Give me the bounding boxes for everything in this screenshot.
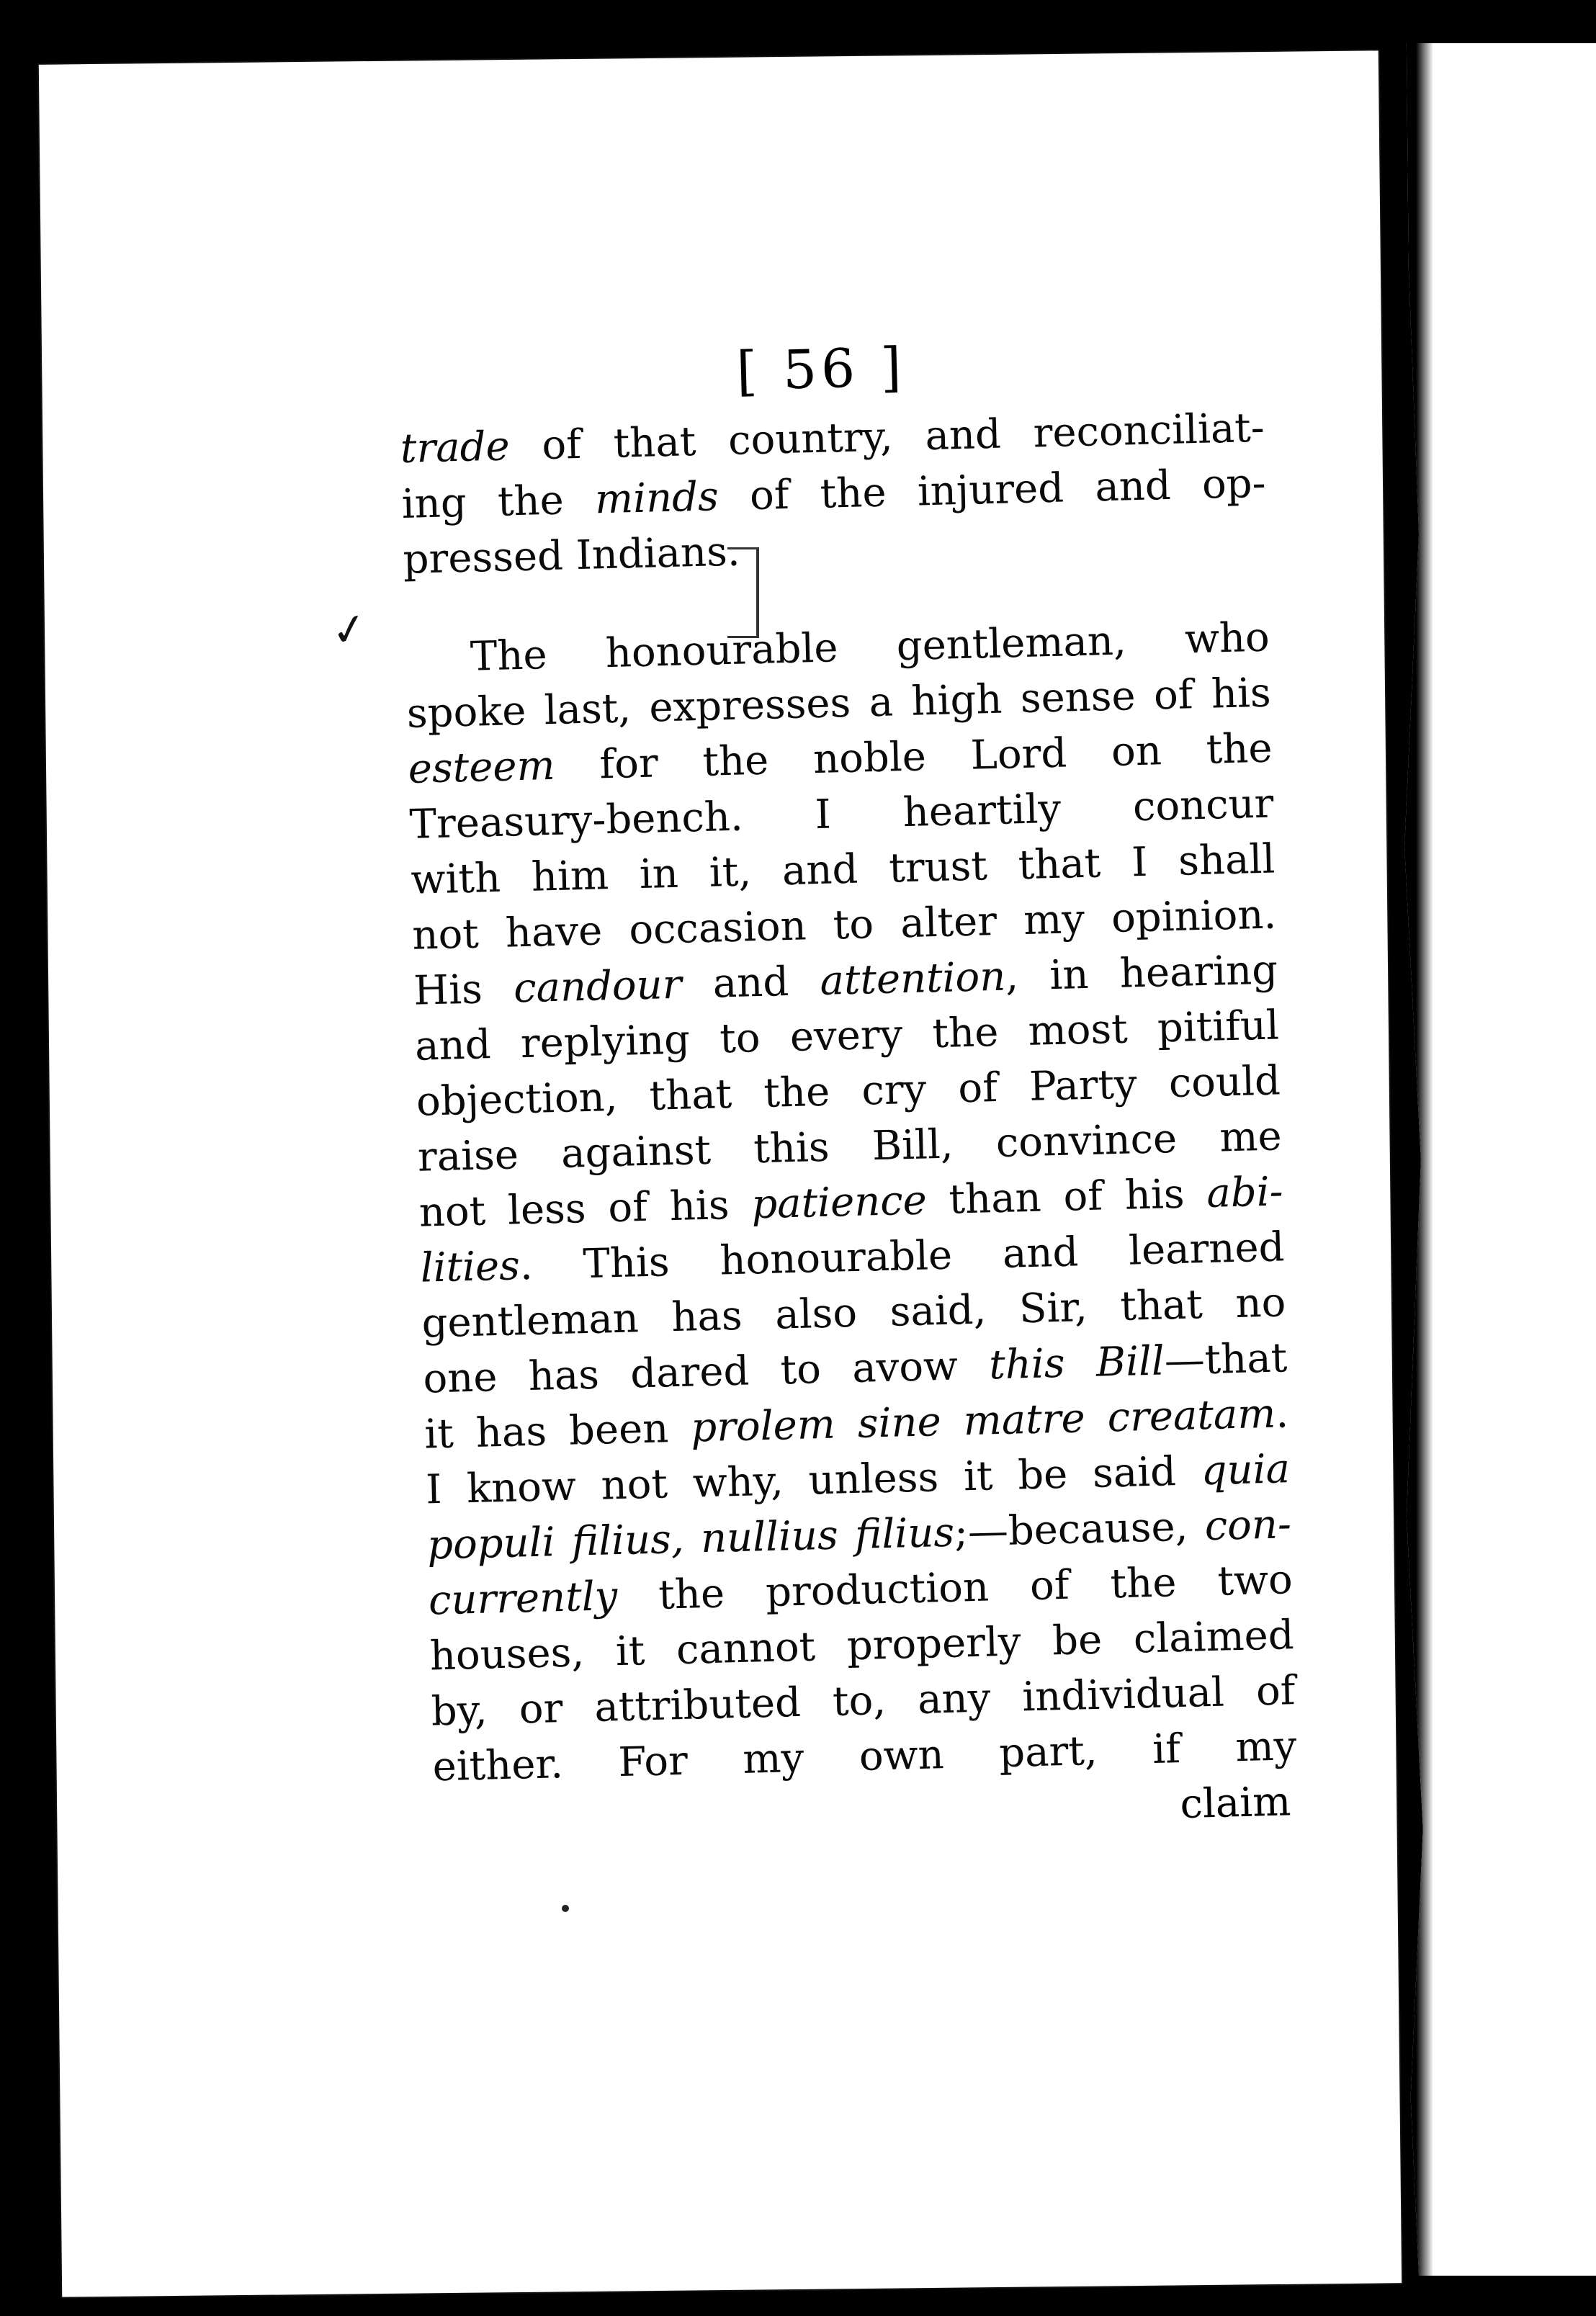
text-line: raise against this Bill, convince me (417, 1113, 1283, 1181)
text-line: populi filius, nullius filius;—because, con- (426, 1501, 1292, 1569)
text-line: not less of his patience than of his abi- (418, 1168, 1284, 1236)
body-text (400, 400, 1299, 1851)
adjacent-page-edge (1390, 43, 1596, 2276)
text-line: and replying to every the most pitiful (414, 1002, 1280, 1070)
catchword: claim (1179, 1778, 1291, 1828)
text-line: lities. This honourable and learned (419, 1224, 1286, 1292)
text-line: trade of that country, and reconciliat- (400, 404, 1265, 472)
text-line: The honourable gentleman, who (470, 614, 1270, 681)
text-line: spoke last, expresses a high sense of his (406, 669, 1272, 737)
text-line: by, or attributed to, any individual of (431, 1667, 1296, 1736)
text-line: ing the minds of the injured and op- (401, 459, 1267, 528)
text-line: not have occasion to alter my opinion. (411, 891, 1277, 959)
text-line: it has been prolem sine matre creatam. (423, 1390, 1289, 1458)
text-line: either. For my own part, if my (431, 1723, 1298, 1791)
text-line: gentleman has also said, Sir, that no (421, 1279, 1287, 1347)
page-number: [ 56 ] (735, 336, 907, 403)
text-line: houses, it cannot properly be claimed (429, 1612, 1295, 1680)
text-line: objection, that the cry of Party could (416, 1057, 1281, 1126)
text-line: Treasury-bench. I heartily concur (408, 780, 1275, 848)
text-line: with him in it, and trust that I shall (410, 835, 1276, 904)
margin-check-mark: ✓ (327, 602, 372, 658)
text-line: His candour and attention, in hearing (413, 946, 1278, 1015)
text-line: esteem for the noble Lord on the (408, 724, 1273, 793)
text-line: pressed Indians. (402, 528, 741, 583)
text-line: one has dared to avow this Bill—that (422, 1334, 1288, 1403)
ink-fleck (562, 1905, 569, 1912)
text-line: currently the production of the two (428, 1556, 1294, 1625)
text-lines (400, 400, 1297, 1795)
text-line: I know not why, unless it be said quia (425, 1445, 1291, 1514)
